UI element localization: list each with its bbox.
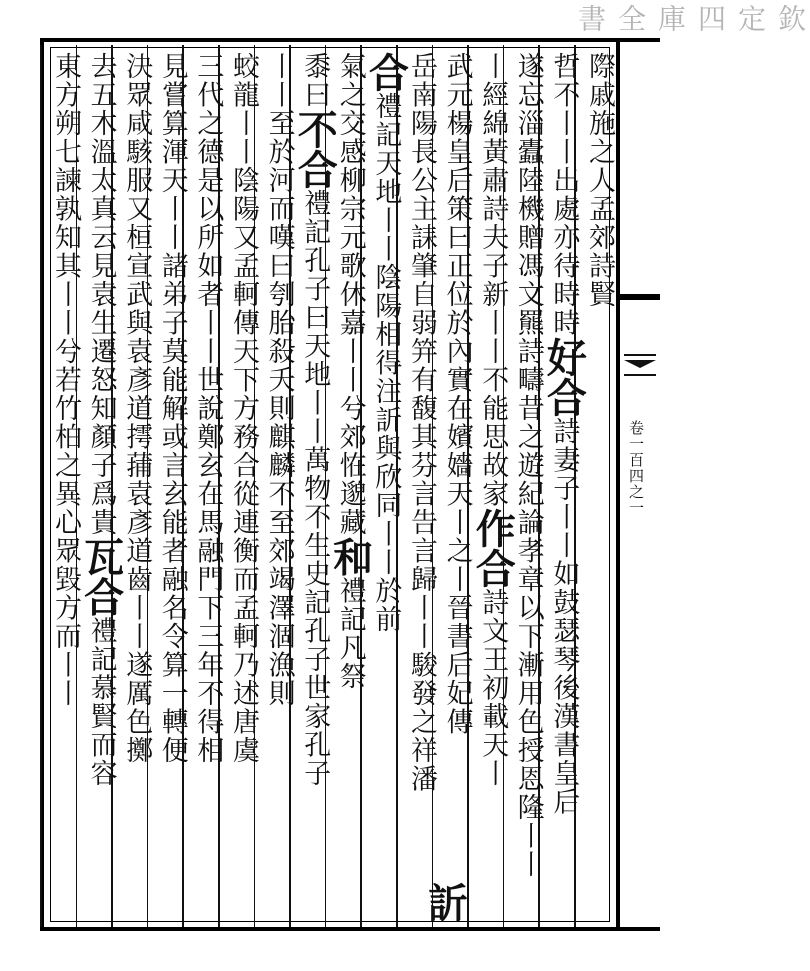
margin-band [620,294,660,300]
text-run: 三代之德是以所如者丨丨世說鄭玄在馬融門下三年不得相 [192,52,224,765]
text-run: 氣之交感柳宗元歌休嘉丨丨兮郊恠邈藏 [334,52,366,537]
heading-word: 作合 [469,508,517,588]
text-run: 黍曰 [299,52,331,109]
text-run: 見嘗算渾天丨丨諸弟子莫能解或言玄能者融名令算一轉便 [156,52,188,765]
heading-word: 瓦合 [77,536,125,617]
text-run: 禮記慕賢而容 [85,616,117,788]
text-run: 遂忘淄蠹陸機贈馮文羆詩疇昔之遊紀論孝章以下漸用色授恩隆丨丨 [512,52,544,879]
juan-label: 卷一百四之一 [627,420,645,516]
page-margin [620,38,660,931]
text-run: 禮記凡祭 [334,576,366,691]
text-run: 丨丨至於河而嘆曰刳胎殺夭則麒麟不至郊竭澤涸漁則 [263,52,295,708]
large-character: 訢 [428,880,468,927]
text-run: 去五木溫太真云見袁生遷怒知顏子爲貴 [85,52,117,537]
cropped-header-text: 欽定四庫全書 [574,4,807,34]
heading-word: 和 [326,536,374,577]
text-run: 蛟龍丨丨陰陽又孟軻傳天下方務合從連衡而孟軻乃述唐虞 [228,52,259,765]
text-run: 禮記天地丨丨陰陽相得注訢與欣同丨丨於前 [370,92,402,634]
heading-word: 好合 [540,337,588,417]
heading-word: 合 [362,52,410,92]
cropped-header [40,0,807,40]
text-column [41,52,87,928]
text-run: 岳南陽長公主誄肇自弱笄有馥其芬言告言歸丨丨駿發之祥潘 [406,52,437,793]
text-run: 際戚施之人孟郊詩賢 [584,52,615,309]
column-rule [40,45,42,927]
text-run: 詩文王初載天丨 [477,588,509,788]
text-run: 東方朔七諫孰知其丨丨兮若竹柏之異心 [50,52,81,537]
text-run: 決眾咸駭服又桓宣武與袁彥道摴蒱袁彥道齒丨丨遂厲色擲 [121,52,153,765]
heading-word: 不合 [291,109,339,189]
text-run: 武元楊皇后策曰正位於內實在嬪嬙天丨之丨晉書后妃傳 [441,52,473,736]
text-run: 丨經綿黃肅詩夫子新丨丨不能思故家 [477,52,509,508]
text-run: 眾毀方而丨丨 [50,536,81,708]
text-run: 詩妻子丨丨如鼓瑟琴後漢書皇后 [548,417,580,816]
text-run: 哲不丨丨出處亦待時時 [548,52,580,337]
fish-tail-mark [624,354,656,376]
text-run: 禮記孔子曰天地丨丨萬物不生史記孔子世家孔子 [299,189,331,788]
